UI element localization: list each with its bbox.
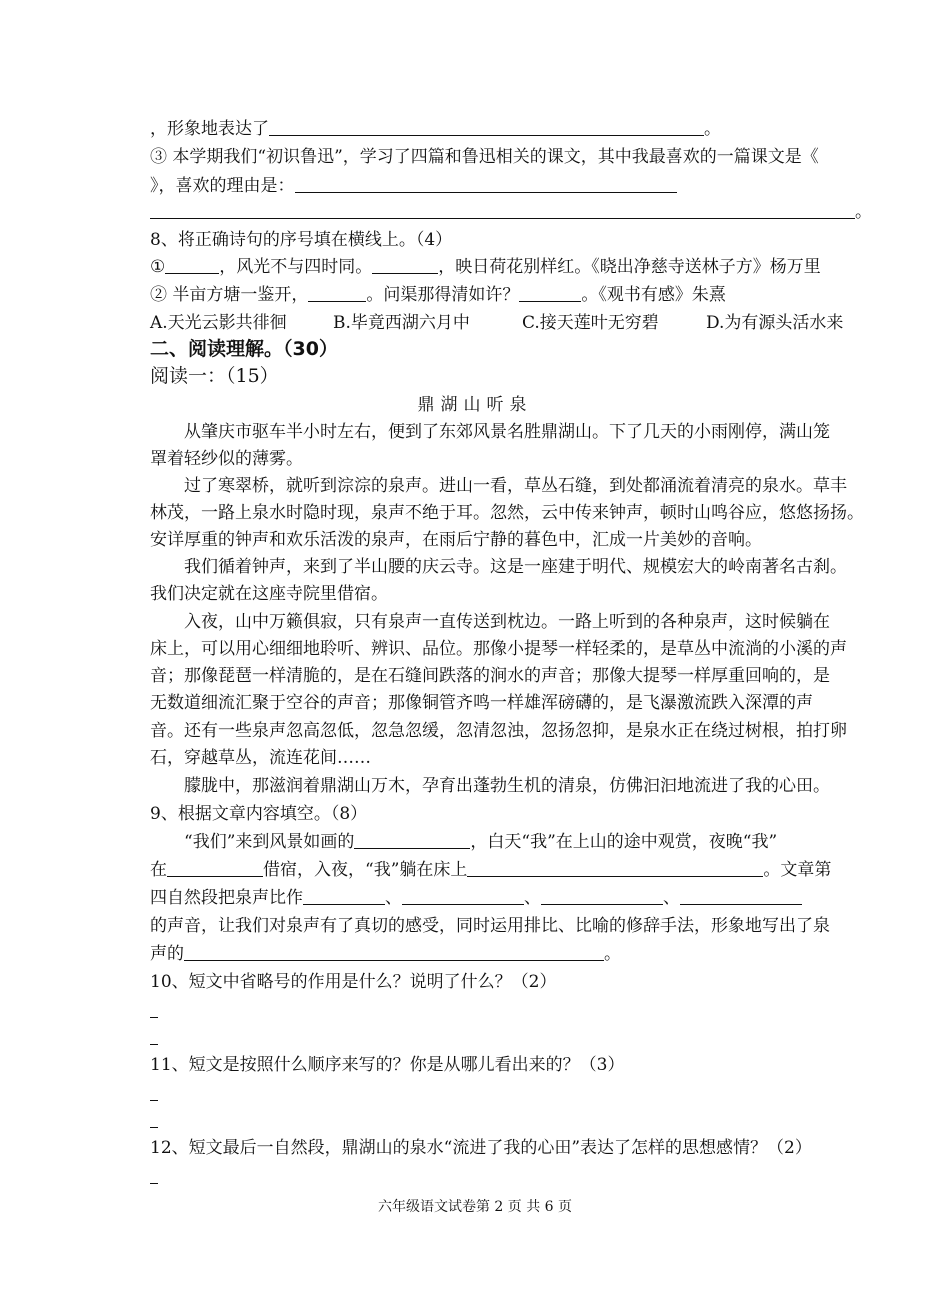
line-text: 。 (704, 119, 721, 139)
q7-reason-line (150, 175, 880, 197)
line-text: 、 (385, 888, 402, 908)
section-heading: 二、阅读理解。（30） (150, 338, 338, 360)
q9-line5 (150, 943, 880, 965)
answer-blank[interactable] (467, 860, 763, 877)
passage-title: 鼎湖山听泉 (417, 395, 533, 415)
answer-blank[interactable] (295, 176, 677, 193)
answer-blank[interactable] (150, 202, 855, 219)
line-text: 。 (855, 202, 872, 222)
q8-title: 8、将正确诗句的序号填在横线上。（4） (150, 230, 453, 250)
option-d: D.为有源头活水来 (706, 313, 844, 333)
passage-line: 林茂，一路上泉水时隐时现，泉声不绝于耳。忽然，云中传来钟声，顿时山鸣谷应，悠悠扬扬。 (150, 503, 864, 523)
passage-line: 我们循着钟声，来到了半山腰的庆云寺。这是一座建于明代、规模宏大的岭南著名古刹。 (184, 557, 847, 577)
line-text: 借宿，入夜，“我”躺在床上 (263, 860, 468, 880)
answer-blank[interactable] (165, 257, 219, 274)
answer-mark (150, 1171, 158, 1184)
q9-line2 (150, 859, 880, 881)
line-text: 》，喜欢的理由是： (150, 176, 295, 196)
answer-blank[interactable] (184, 944, 604, 961)
answer-mark (150, 1088, 158, 1101)
answer-mark (150, 1115, 158, 1128)
line-text: 声的 (150, 944, 184, 964)
q8-poem2 (150, 284, 880, 306)
passage-line: 朦胧中，那滋润着鼎湖山万木，孕育出蓬勃生机的清泉，仿佛汩汩地流进了我的心田。 (184, 776, 830, 796)
passage-line: 从肇庆市驱车半小时左右，便到了东郊风景名胜鼎湖山。下了几天的小雨刚停，满山笼 (184, 422, 830, 442)
line-text: “我们”来到风景如画的 (184, 832, 355, 852)
line-text: ，风光不与四时同。 (219, 257, 373, 277)
line-text: 。问渠那得清如许？ (366, 285, 520, 305)
line-text: ，形象地表达了 (150, 119, 269, 139)
answer-blank[interactable] (303, 888, 385, 905)
answer-line[interactable] (150, 1085, 880, 1107)
passage-line: 无数道细流汇聚于空谷的声音；那像铜管齐鸣一样雄浑磅礴的，是飞瀑激流跌入深潭的声 (150, 693, 813, 713)
passage-line: 我们决定就在这座寺院里借宿。 (150, 584, 388, 604)
answer-mark (150, 1032, 158, 1045)
option-b: B.毕竟西湖六月中 (333, 313, 470, 333)
line-text: ，映日荷花别样红。《晓出净慈寺送林子方》杨万里 (438, 257, 821, 277)
line-text: 四自然段把泉声比作 (150, 888, 303, 908)
option-c: C.接天莲叶无穷碧 (522, 313, 659, 333)
passage-line: 石，穿越草丛，流连花间…… (150, 748, 371, 768)
line-text: 在 (150, 860, 167, 880)
answer-blank[interactable] (541, 888, 663, 905)
answer-blank[interactable] (354, 832, 470, 849)
q9-title: 9、根据文章内容填空。（8） (150, 804, 368, 824)
q9-line3 (150, 887, 880, 909)
q10-title: 10、短文中省略号的作用是什么？说明了什么？（2） (150, 972, 557, 992)
line-text: ① (150, 257, 166, 277)
line-text: 。文章第 (763, 860, 832, 880)
line-text: 、 (524, 888, 541, 908)
q7-reason-line2 (150, 201, 880, 223)
q8-poem1 (150, 256, 880, 278)
passage-line: 安详厚重的钟声和欢乐活泼的泉声，在雨后宁静的暮色中，汇成一片美妙的音响。 (150, 530, 762, 550)
option-a: A.天光云影共徘徊 (150, 313, 287, 333)
answer-blank[interactable] (167, 860, 263, 877)
answer-line[interactable] (150, 1029, 880, 1051)
answer-mark (150, 1005, 158, 1018)
page-footer: 六年级语文试卷第 2 页 共 6 页 (377, 1199, 573, 1215)
line-text: 、 (663, 888, 680, 908)
passage-line: 音；那像琵琶一样清脆的，是在石缝间跌落的涧水的声音；那像大提琴一样厚重回响的，是 (150, 666, 830, 686)
answer-blank[interactable] (519, 285, 581, 302)
answer-line[interactable] (150, 1112, 880, 1134)
answer-blank[interactable] (372, 257, 438, 274)
passage-line: 入夜，山中万籁俱寂，只有泉声一直传送到枕边。一路上听到的各种泉声，这时候躺在 (184, 612, 830, 632)
reading-label: 阅读一：（15） (150, 365, 279, 387)
passage-line: 过了寒翠桥，就听到淙淙的泉声。进山一看，草丛石缝，到处都涌流着清亮的泉水。草丰 (184, 476, 847, 496)
line-text: 。 (604, 944, 621, 964)
q11-title: 11、短文是按照什么顺序来写的？你是从哪儿看出来的？（3） (150, 1055, 625, 1075)
answer-line[interactable] (150, 1002, 880, 1024)
q9-line4: 的声音，让我们对泉声有了真切的感受，同时运用排比、比喻的修辞手法，形象地写出了泉 (150, 916, 830, 936)
passage-line: 音。还有一些泉声忽高忽低，忽急忽缓，忽清忽浊，忽扬忽抑，是泉水正在绕过树根，拍打卵 (150, 721, 847, 741)
answer-blank[interactable] (308, 285, 366, 302)
q7-item3-line: ③ 本学期我们“初识鲁迅”，学习了四篇和鲁迅相关的课文，其中我最喜欢的一篇课文是《 (150, 147, 819, 167)
answer-blank[interactable] (680, 888, 802, 905)
q8-options (150, 312, 880, 334)
answer-blank[interactable] (402, 888, 524, 905)
q12-title: 12、短文最后一自然段，鼎湖山的泉水“流进了我的心田”表达了怎样的思想感情？（2） (150, 1138, 812, 1158)
line-text: 。《观书有感》朱熹 (581, 285, 726, 305)
q9-line1 (150, 831, 880, 853)
passage-line: 罩着轻纱似的薄雾。 (150, 449, 303, 469)
prev-question-line (150, 118, 880, 140)
line-text: ，白天“我”在上山的途中观赏，夜晚“我” (470, 832, 778, 852)
line-text: ② 半亩方塘一鉴开， (150, 285, 309, 305)
passage-line: 床上，可以用心细细地聆听、辨识、品位。那像小提琴一样轻柔的，是草丛中流淌的小溪的声 (150, 639, 847, 659)
answer-line[interactable] (150, 1168, 880, 1190)
answer-blank[interactable] (269, 119, 704, 136)
